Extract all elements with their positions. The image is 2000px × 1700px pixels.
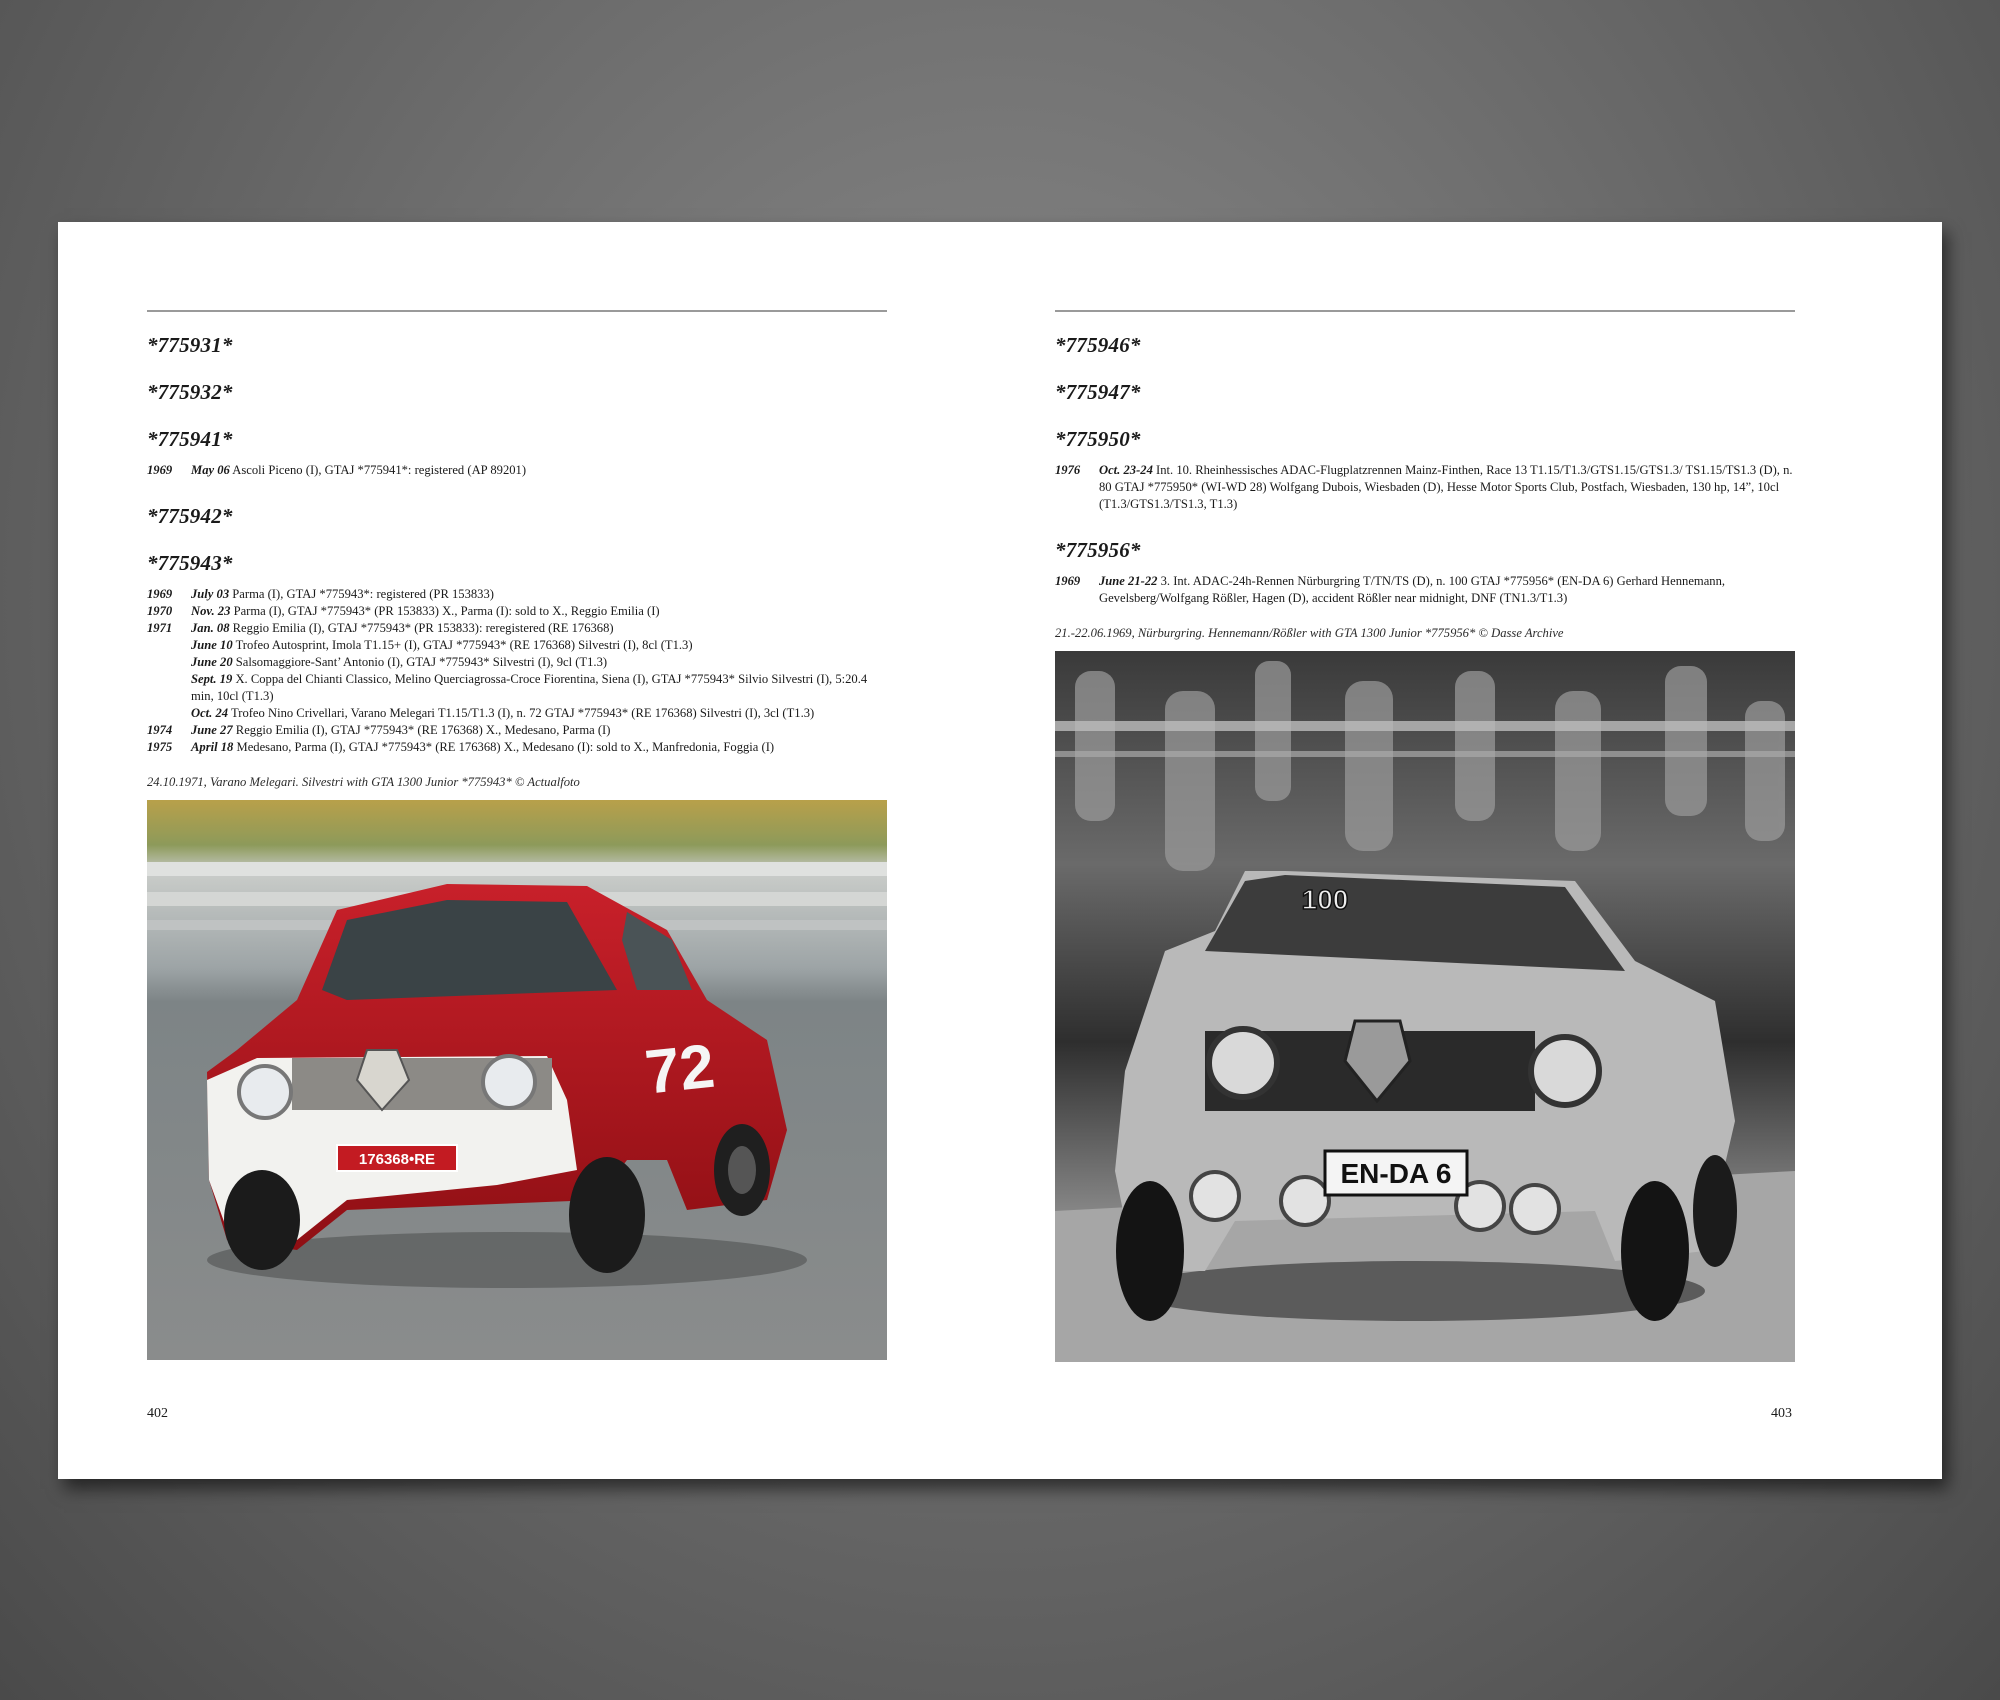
top-rule bbox=[1055, 310, 1795, 312]
entry-text: 3. Int. ADAC-24h-Rennen Nürburgring T/TN/TS (D), n. 100 GTAJ *775956* (EN-DA 6) Gerhard Hennemann, Gevelsberg/Wolfgang Rößler, Hagen (D), accident Rößler near midnight, DNF (TN1.3/T1.3) bbox=[1099, 574, 1726, 605]
entry-year: 1971 bbox=[147, 621, 173, 635]
entry-year: 1970 bbox=[147, 604, 173, 618]
entry-text: Reggio Emilia (I), GTAJ *775943* (PR 153833): reregistered (RE 176368) bbox=[232, 621, 614, 635]
list-item bbox=[147, 462, 887, 479]
page-number: 403 bbox=[1771, 1406, 1792, 1421]
entries-775950 bbox=[1055, 462, 1795, 513]
race-photo-red-alfa bbox=[147, 800, 887, 1360]
entry-date: Oct. 24 bbox=[191, 706, 229, 720]
entry-date: Nov. 23 bbox=[191, 604, 231, 618]
chassis-heading: *775932* bbox=[147, 380, 233, 404]
entry-text: Salsomaggiore-Sant’ Antonio (I), GTAJ *775943* Silvestri (I), 9cl (T1.3) bbox=[235, 655, 608, 669]
top-rule bbox=[147, 310, 887, 312]
list-item bbox=[147, 705, 887, 722]
entry-year: 1975 bbox=[147, 740, 173, 754]
chassis-heading: *775950* bbox=[1055, 427, 1141, 451]
entry-text: Reggio Emilia (I), GTAJ *775943* (RE 176368) X., Medesano, Parma (I) bbox=[235, 723, 611, 737]
entry-text: Trofeo Autosprint, Imola T1.15+ (I), GTAJ *775943* (RE 176368) Silvestri (I), 8cl (T1.3) bbox=[235, 638, 693, 652]
entry-year: 1969 bbox=[147, 463, 173, 477]
plate-text: EN-DA 6 bbox=[1340, 1158, 1452, 1189]
list-item bbox=[147, 637, 887, 654]
red-alfa-illustration bbox=[147, 800, 887, 1360]
entry-date: Sept. 19 bbox=[191, 672, 233, 686]
entries-775956 bbox=[1055, 573, 1795, 607]
right-page bbox=[1000, 222, 1942, 1479]
entry-text: Parma (I), GTAJ *775943*: registered (PR 153833) bbox=[232, 587, 494, 601]
left-page bbox=[58, 222, 1000, 1479]
entry-year: 1976 bbox=[1055, 463, 1081, 477]
entry-date: May 06 bbox=[191, 463, 230, 477]
entry-year bbox=[147, 671, 191, 705]
bw-alfa-illustration bbox=[1055, 651, 1795, 1362]
list-item bbox=[147, 739, 887, 756]
plate-text: 176368•RE bbox=[358, 1151, 436, 1168]
entry-text: Trofeo Nino Crivellari, Varano Melegari T1.15/T1.3 (I), n. 72 GTAJ *775943* (RE 176368) Silvestri (I), 3cl (T1.3) bbox=[231, 706, 815, 720]
list-item bbox=[147, 603, 887, 620]
entry-date: Oct. 23-24 bbox=[1099, 463, 1153, 477]
book-spread bbox=[58, 222, 1942, 1479]
entry-date: June 20 bbox=[191, 655, 233, 669]
entry-date: July 03 bbox=[191, 587, 230, 601]
page-number: 402 bbox=[147, 1406, 168, 1421]
list-item bbox=[147, 671, 887, 705]
entry-date: June 10 bbox=[191, 638, 233, 652]
entry-text: Int. 10. Rheinhessisches ADAC-Flugplatzrennen Mainz-Finthen, Race 13 T1.15/T1.3/GTS1.15/GTS1.3/ TS1.15/TS1.3 (D), n. 80 GTAJ *775950* (WI-WD 28) Wolfgang Dubois, Wiesbaden (D), Hesse Motor Sports Club, Postfach, Wiesbaden, 130 hp, 14”, 10cl (T1.3/GTS1.3/TS1.3, T1.3) bbox=[1099, 463, 1793, 511]
entry-date: June 21-22 bbox=[1099, 574, 1158, 588]
chassis-heading: *775943* bbox=[147, 551, 233, 575]
left-column bbox=[147, 310, 887, 1360]
entry-text: Parma (I), GTAJ *775943* (PR 153833) X., Parma (I): sold to X., Reggio Emilia (I) bbox=[233, 604, 660, 618]
photo-caption: 24.10.1971, Varano Melegari. Silvestri with GTA 1300 Junior *775943* © Actualfoto bbox=[147, 775, 580, 789]
entry-year bbox=[147, 637, 191, 654]
entry-date: Jan. 08 bbox=[191, 621, 230, 635]
list-item bbox=[1055, 573, 1795, 607]
list-item bbox=[147, 722, 887, 739]
entries-775941 bbox=[147, 462, 887, 479]
entry-year: 1969 bbox=[1055, 574, 1081, 588]
list-item bbox=[147, 620, 887, 637]
entry-year bbox=[147, 654, 191, 671]
chassis-heading: *775946* bbox=[1055, 333, 1141, 357]
chassis-heading: *775941* bbox=[147, 427, 233, 451]
list-item bbox=[1055, 462, 1795, 513]
chassis-heading: *775931* bbox=[147, 333, 233, 357]
entry-text: X. Coppa del Chianti Classico, Melino Querciagrossa-Croce Fiorentina, Siena (I), GTAJ *775943* Silvio Silvestri (I), 5:20.4 min, 10cl (T1.3) bbox=[191, 672, 868, 703]
race-photo-bw-alfa bbox=[1055, 651, 1795, 1362]
list-item bbox=[147, 654, 887, 671]
entry-text: Ascoli Piceno (I), GTAJ *775941*: registered (AP 89201) bbox=[232, 463, 527, 477]
entry-year: 1974 bbox=[147, 723, 173, 737]
race-number: 72 bbox=[641, 1031, 718, 1108]
entry-text: Medesano, Parma (I), GTAJ *775943* (RE 176368) X., Medesano (I): sold to X., Manfredonia, Foggia (I) bbox=[236, 740, 775, 754]
chassis-heading: *775947* bbox=[1055, 380, 1141, 404]
entry-year: 1969 bbox=[147, 587, 173, 601]
list-item bbox=[147, 586, 887, 603]
entries-775943 bbox=[147, 586, 887, 756]
photo-caption: 21.-22.06.1969, Nürburgring. Hennemann/Rößler with GTA 1300 Junior *775956* © Dasse Archive bbox=[1055, 626, 1564, 640]
entry-year bbox=[147, 705, 191, 722]
entry-date: April 18 bbox=[191, 740, 234, 754]
chassis-heading: *775942* bbox=[147, 504, 233, 528]
entry-date: June 27 bbox=[191, 723, 233, 737]
chassis-heading: *775956* bbox=[1055, 538, 1141, 562]
race-number: 100 bbox=[1301, 884, 1349, 915]
right-column bbox=[1055, 310, 1795, 1362]
